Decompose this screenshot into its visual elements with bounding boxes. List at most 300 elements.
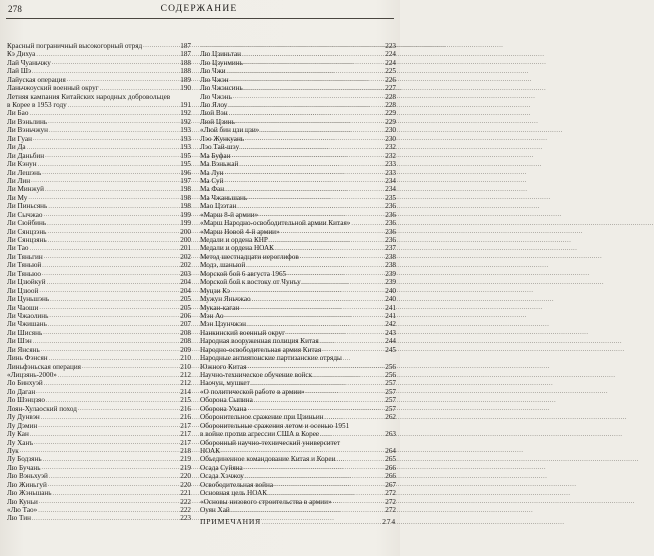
- dot-leader: [336, 456, 384, 464]
- toc-entry-title: Оуян Хай: [200, 506, 230, 515]
- toc-entry-page: 216: [180, 404, 191, 413]
- dot-leader: [224, 177, 384, 185]
- toc-entry-title: Лу Кан: [7, 430, 29, 439]
- toc-entry-title: «Основы низового строительства в армии»: [200, 497, 332, 506]
- toc-entry-title: «Лю Тао»: [7, 506, 38, 515]
- toc-entry-page: 205: [180, 295, 191, 304]
- toc-entry-page: 274: [382, 517, 396, 527]
- toc-entry-title: Ли Цзюйкуй: [7, 278, 46, 287]
- dot-leader: [38, 161, 180, 169]
- toc-entry-page: 198: [180, 185, 191, 194]
- dot-leader: [48, 237, 180, 245]
- toc-entry-page: 229: [385, 109, 396, 118]
- toc-entry: [200, 413, 396, 421]
- toc-entry: [200, 270, 396, 278]
- toc-entry: [200, 245, 396, 253]
- toc-entry-page: 219: [180, 463, 191, 472]
- toc-section-entry: [200, 519, 396, 527]
- dot-leader: [49, 473, 179, 481]
- toc-entry-page: 199: [180, 210, 191, 219]
- toc-entry: [7, 110, 191, 118]
- toc-entry-page: 203: [180, 269, 191, 278]
- toc-entry: [200, 228, 396, 236]
- toc-entry-page: 210: [180, 362, 191, 371]
- toc-entry: [7, 101, 191, 109]
- toc-entry: [200, 489, 396, 497]
- toc-entry: [200, 346, 396, 354]
- toc-entry: [7, 261, 191, 269]
- toc-entry-page: 215: [180, 396, 191, 405]
- toc-entry: [7, 405, 191, 413]
- toc-entry-title: Лу Ханъ: [7, 438, 34, 447]
- toc-entry-page: 220: [180, 472, 191, 481]
- toc-entry-page: 192: [180, 109, 191, 118]
- dot-leader: [28, 194, 179, 202]
- dot-leader: [38, 422, 179, 430]
- toc-entry-page: 227: [385, 84, 396, 93]
- toc-entry-title: Морской бой 6 августа 1965: [200, 269, 287, 278]
- toc-entry-page: 224: [385, 58, 396, 67]
- toc-entry: [7, 371, 191, 379]
- toc-entry-page: 212: [180, 379, 191, 388]
- toc-entry-page: 266: [385, 472, 396, 481]
- dot-leader: [274, 481, 384, 489]
- toc-entry: [7, 185, 191, 193]
- toc-entry: [200, 363, 396, 371]
- toc-entry: [7, 270, 191, 278]
- toc-entry-title: Ма Лун: [200, 168, 224, 177]
- toc-entry-page: 191: [180, 101, 191, 110]
- toc-entry-title: Ли Сычжао: [7, 210, 43, 219]
- toc-entry: [7, 481, 191, 489]
- dot-leader: [44, 211, 180, 219]
- toc-entry-title: Лю Бучань: [7, 463, 41, 472]
- dot-leader: [231, 507, 384, 515]
- toc-entry-title: «Марш Народно-освободительной армии Китая»: [200, 219, 351, 228]
- toc-entry-page: 236: [385, 219, 396, 228]
- toc-entry-page: 209: [180, 345, 191, 354]
- dot-leader: [42, 464, 180, 472]
- toc-entry-page: 214: [180, 387, 191, 396]
- dot-leader: [287, 270, 384, 278]
- toc-entry-page: 208: [180, 328, 191, 337]
- dot-leader: [244, 59, 384, 67]
- toc-entry: [7, 304, 191, 312]
- dot-leader: [45, 186, 179, 194]
- toc-entry-title: Народные антияпонские партизанские отряды: [200, 354, 342, 363]
- dot-leader: [244, 85, 384, 93]
- toc-entry-page: 222: [180, 506, 191, 515]
- toc-entry-page: 188: [180, 58, 191, 67]
- dot-leader: [49, 127, 179, 135]
- dot-leader: [320, 431, 384, 439]
- toc-entry: [7, 498, 191, 506]
- toc-entry: [7, 354, 191, 362]
- toc-entry-page: 234: [385, 176, 396, 185]
- toc-entry-page: 240: [385, 295, 396, 304]
- toc-entry: [7, 135, 191, 143]
- dot-leader: [49, 355, 180, 363]
- toc-entry: [200, 59, 396, 67]
- toc-entry-title: Нанкинский военный округ: [200, 328, 286, 337]
- toc-entry-page: 199: [180, 219, 191, 228]
- toc-entry-title: Народная вооруженная полиция Китая: [200, 337, 319, 346]
- toc-entry: [200, 447, 396, 455]
- dot-leader: [240, 144, 384, 152]
- dot-leader: [48, 118, 179, 126]
- dot-leader: [252, 296, 385, 304]
- toc-entry-title: Лай Шэ: [7, 67, 32, 76]
- toc-entry-page: 228: [385, 92, 396, 101]
- dot-leader: [244, 464, 385, 472]
- toc-entry-title: Лай Чуаньчжу: [7, 58, 51, 67]
- dot-leader: [47, 220, 179, 228]
- toc-entry-page: 190: [180, 84, 191, 93]
- toc-entry: [200, 211, 396, 219]
- dot-leader: [247, 363, 384, 371]
- toc-entry: [200, 295, 396, 303]
- toc-entry-page: 206: [180, 311, 191, 320]
- toc-entry-page: 233: [385, 160, 396, 169]
- toc-entry-title: Лэо Тай-шэу: [200, 143, 240, 152]
- toc-entry-page: 200: [180, 236, 191, 245]
- toc-entry: [7, 337, 191, 345]
- toc-entry-page: 272: [385, 506, 396, 515]
- toc-entry-page: 198: [180, 202, 191, 211]
- dot-leader: [45, 152, 179, 160]
- dot-leader: [228, 102, 384, 110]
- dot-leader: [36, 51, 179, 59]
- dot-leader: [268, 490, 384, 498]
- toc-entry: [7, 84, 191, 92]
- toc-entry-title: Лю Чжэн: [200, 75, 229, 84]
- toc-entry: [7, 93, 191, 101]
- toc-entry-title: Мэн Ао: [200, 311, 224, 320]
- toc-entry: [7, 455, 191, 463]
- dot-leader: [230, 76, 385, 84]
- toc-left-column: [7, 42, 191, 523]
- toc-entry: [200, 118, 396, 126]
- toc-entry-page: 212: [180, 371, 191, 380]
- toc-entry-page: 193: [180, 134, 191, 143]
- dot-leader: [39, 498, 179, 506]
- toc-entry-page: 217: [180, 438, 191, 447]
- toc-entry: [7, 439, 191, 447]
- toc-entry-page: 218: [180, 446, 191, 455]
- dot-leader: [20, 447, 179, 455]
- toc-entry-title: Осада Суйяна: [200, 463, 243, 472]
- toc-entry: [7, 447, 191, 455]
- dot-leader: [34, 439, 179, 447]
- toc-entry-title: Ли Янсянь: [7, 345, 40, 354]
- toc-entry-page: 223: [385, 41, 396, 50]
- dot-leader: [233, 93, 384, 101]
- toc-entry: [200, 455, 396, 463]
- toc-entry-page: 245: [385, 345, 396, 354]
- toc-entry-title: Наочун, мушкет: [200, 379, 250, 388]
- toc-entry-title: Ли Цуньшэнь: [7, 295, 50, 304]
- toc-entry-title: Оборонительное сражение при Цзиньин: [200, 413, 324, 422]
- toc-entry-page: 198: [180, 193, 191, 202]
- toc-entry-page: 195: [180, 160, 191, 169]
- dot-leader: [41, 414, 179, 422]
- toc-entry-title: Морской бой к востоку от Чунъу: [200, 278, 301, 287]
- toc-entry: [200, 396, 396, 404]
- toc-entry: [200, 354, 396, 362]
- dot-leader: [36, 388, 179, 396]
- dot-leader: [44, 380, 179, 388]
- toc-entry-title: Красный пограничный высокогорный отряд: [7, 41, 143, 50]
- toc-entry-page: 200: [180, 227, 191, 236]
- running-header: [6, 3, 392, 19]
- toc-entry-title: Ли Пиньсянь: [7, 202, 48, 211]
- toc-entry: [7, 219, 191, 227]
- dot-leader: [39, 287, 179, 295]
- toc-entry-page: 226: [385, 75, 396, 84]
- toc-entry-page: 257: [385, 396, 396, 405]
- toc-entry-title: Лю Цзиньтан: [200, 50, 242, 59]
- toc-entry-page: 222: [180, 497, 191, 506]
- toc-entry-title: Лу Дунвэн: [7, 413, 40, 422]
- dot-leader: [286, 329, 384, 337]
- toc-entry-page: 236: [385, 227, 396, 236]
- dot-leader: [42, 262, 179, 270]
- toc-entry-page: 239: [385, 269, 396, 278]
- toc-entry-title: Ли Чжишань: [7, 320, 47, 329]
- dot-leader: [68, 102, 179, 110]
- toc-entry: [200, 380, 396, 388]
- dot-leader: [236, 118, 384, 126]
- toc-entry-page: 257: [385, 379, 396, 388]
- toc-entry-page: 201: [180, 244, 191, 253]
- toc-entry-title: Ли Гуан: [7, 134, 32, 143]
- toc-entry-title: Ли Чжаолинь: [7, 311, 49, 320]
- dot-leader: [32, 68, 179, 76]
- dot-leader: [227, 68, 385, 76]
- toc-entry-title: Метод шестнадцати иероглифов: [200, 252, 299, 261]
- dot-leader: [39, 304, 179, 312]
- dot-leader: [44, 253, 180, 261]
- toc-entry-page: 239: [385, 278, 396, 287]
- dot-leader: [259, 211, 384, 219]
- toc-entry-title: «О политической работе в армии»: [200, 387, 305, 396]
- toc-entry-title: в войне против агрессии США в Корее: [200, 430, 320, 439]
- toc-entry-page: 236: [385, 210, 396, 219]
- toc-entry: [200, 405, 396, 413]
- toc-entry: [7, 177, 191, 185]
- toc-entry-page: 244: [385, 337, 396, 346]
- toc-entry-title: Лу Бодзянь: [7, 455, 42, 464]
- dot-leader: [53, 490, 180, 498]
- page-number: 278: [8, 4, 23, 14]
- toc-entry: [7, 295, 191, 303]
- dot-leader: [231, 287, 384, 295]
- dot-leader: [322, 346, 384, 354]
- dot-leader: [201, 42, 384, 50]
- toc-entry-title: Осада Хэчжоу: [200, 472, 244, 481]
- dot-leader: [33, 135, 179, 143]
- toc-entry: [200, 177, 396, 185]
- toc-entry-page: 217: [180, 421, 191, 430]
- toc-entry-title: Ма Фан: [200, 185, 225, 194]
- dot-leader: [306, 388, 385, 396]
- toc-entry-title: «Лицзянь-2000»: [7, 371, 57, 380]
- dot-leader: [281, 228, 385, 236]
- dot-leader: [46, 397, 179, 405]
- toc-entry-page: 241: [385, 303, 396, 312]
- toc-entry-title: Ло Шэнцзяо: [7, 396, 45, 405]
- toc-entry-page: 257: [385, 387, 396, 396]
- dot-leader: [67, 76, 179, 84]
- toc-entry: [7, 329, 191, 337]
- toc-entry-page: 241: [385, 311, 396, 320]
- dot-leader: [47, 228, 179, 236]
- toc-entry: [7, 126, 191, 134]
- toc-entry-page: 262: [385, 413, 396, 422]
- running-title: СОДЕРЖАНИЕ: [160, 4, 238, 14]
- toc-entry: [7, 42, 191, 50]
- toc-entry-page: 263: [385, 430, 396, 439]
- toc-entry: [200, 185, 396, 193]
- toc-entry: [200, 169, 396, 177]
- toc-entry: [7, 143, 191, 151]
- toc-entry-title: Ма Суй: [200, 176, 224, 185]
- toc-entry-title: ПРИМЕЧАНИЯ: [200, 517, 262, 527]
- toc-entry-page: 240: [385, 286, 396, 295]
- toc-entry-title: Ли Сянцзэнь: [7, 227, 47, 236]
- toc-entry-page: 223: [180, 514, 191, 523]
- toc-entry-page: 267: [385, 480, 396, 489]
- dot-leader: [245, 473, 384, 481]
- dot-leader: [239, 161, 384, 169]
- toc-entry: [200, 42, 396, 50]
- toc-entry-title: Лю Ялоу: [200, 101, 228, 110]
- toc-entry-title: Ли Тяньюо: [7, 269, 42, 278]
- toc-entry-page: 219: [180, 455, 191, 464]
- toc-entry-title: Линьфэньская операция: [7, 362, 81, 371]
- dot-leader: [225, 186, 384, 194]
- toc-entry: [7, 118, 191, 126]
- toc-entry-title: Медали и ордена КНР: [200, 236, 268, 245]
- dot-leader: [42, 270, 179, 278]
- toc-entry: [200, 388, 396, 396]
- toc-entry: [200, 143, 396, 151]
- dot-leader: [78, 405, 179, 413]
- toc-entry: [7, 388, 191, 396]
- toc-entry: [200, 498, 396, 506]
- toc-entry: [7, 245, 191, 253]
- toc-entry-title: Ли Тяньгин: [7, 252, 43, 261]
- toc-entry-title: Лю Чжи: [200, 67, 226, 76]
- dot-leader: [50, 296, 179, 304]
- toc-entry-page: 272: [385, 497, 396, 506]
- dot-leader: [221, 447, 384, 455]
- dot-leader: [48, 203, 179, 211]
- toc-entry-title: Мэн Цзунчжэн: [200, 320, 246, 329]
- toc-entry-page: 266: [385, 463, 396, 472]
- toc-entry: [200, 287, 396, 295]
- toc-entry: [7, 472, 191, 480]
- toc-entry-title: Муцзи Кэ: [200, 286, 231, 295]
- toc-entry-page: 228: [385, 101, 396, 110]
- toc-entry-title: Ли Му: [7, 193, 28, 202]
- toc-entry-page: 238: [385, 252, 396, 261]
- toc-entry-title: Лэо Жункуань: [200, 134, 245, 143]
- dot-leader: [47, 279, 180, 287]
- toc-entry-page: 221: [180, 489, 191, 498]
- toc-entry-page: 188: [180, 67, 191, 76]
- toc-entry-title: Народно-освободительная армия Китая: [200, 345, 322, 354]
- toc-entry: [7, 422, 191, 430]
- toc-entry-page: 217: [180, 430, 191, 439]
- toc-entry-title: Модэ, шаньюй: [200, 261, 246, 270]
- toc-entry-title: Оборонительные сражения летом и осенью 1951: [200, 421, 350, 430]
- toc-entry: [7, 287, 191, 295]
- dot-leader: [351, 220, 384, 228]
- toc-entry-title: Ло Даган: [7, 387, 36, 396]
- toc-entry-title: Оборона Сыпина: [200, 396, 253, 405]
- toc-entry: [200, 430, 396, 438]
- dot-leader: [247, 321, 384, 329]
- dot-leader: [229, 110, 385, 118]
- toc-entry: [7, 211, 191, 219]
- toc-entry-page: 193: [180, 126, 191, 135]
- dot-leader: [275, 245, 384, 253]
- toc-entry-title: Лю Жиньгуй: [7, 480, 47, 489]
- toc-entry-page: 236: [385, 236, 396, 245]
- toc-entry-title: Ли Да: [7, 143, 26, 152]
- toc-entry-page: 243: [385, 328, 396, 337]
- dot-leader: [246, 262, 384, 270]
- toc-entry: [7, 152, 191, 160]
- toc-entry-title: Лю Чжэнь: [200, 92, 232, 101]
- toc-entry-page: 192: [180, 117, 191, 126]
- dot-leader: [260, 127, 384, 135]
- toc-entry: [200, 110, 396, 118]
- toc-entry-title: Ма Вэньжай: [200, 160, 239, 169]
- toc-entry-page: 187: [180, 50, 191, 59]
- toc-entry: [200, 126, 396, 134]
- toc-entry-title: «Марш Новой 4-й армии»: [200, 227, 280, 236]
- dot-leader: [29, 110, 179, 118]
- toc-entry-page: 187: [180, 41, 191, 50]
- toc-entry-title: Оборона Ухана: [200, 404, 247, 413]
- toc-entry-title: Люй Вэн: [200, 109, 228, 118]
- toc-entry-page: 195: [180, 151, 191, 160]
- toc-entry-page: 230: [385, 134, 396, 143]
- toc-entry-title: Оборонный научно-технический университет: [200, 438, 341, 447]
- toc-entry-page: 236: [385, 202, 396, 211]
- dot-leader: [58, 372, 179, 380]
- toc-entry-title: «Марш 8-й армии»: [200, 210, 259, 219]
- dot-leader: [30, 245, 180, 253]
- dot-leader: [269, 237, 384, 245]
- toc-entry-title: Ли Даньбин: [7, 151, 45, 160]
- toc-entry-title: Кэ Дихуа: [7, 50, 36, 59]
- dot-leader: [300, 253, 384, 261]
- toc-entry-page: 189: [180, 75, 191, 84]
- toc-entry-title: Ли Тяньюй: [7, 261, 42, 270]
- toc-entry-page: 238: [385, 261, 396, 270]
- toc-entry: [200, 506, 396, 514]
- toc-entry: [200, 236, 396, 244]
- toc-entry: [7, 253, 191, 261]
- dot-leader: [225, 312, 385, 320]
- toc-entry-title: Лю Тин: [7, 514, 31, 523]
- toc-entry-title: Ли Бао: [7, 109, 29, 118]
- toc-entry: [200, 329, 396, 337]
- toc-entry-title: Ли Лин: [7, 176, 31, 185]
